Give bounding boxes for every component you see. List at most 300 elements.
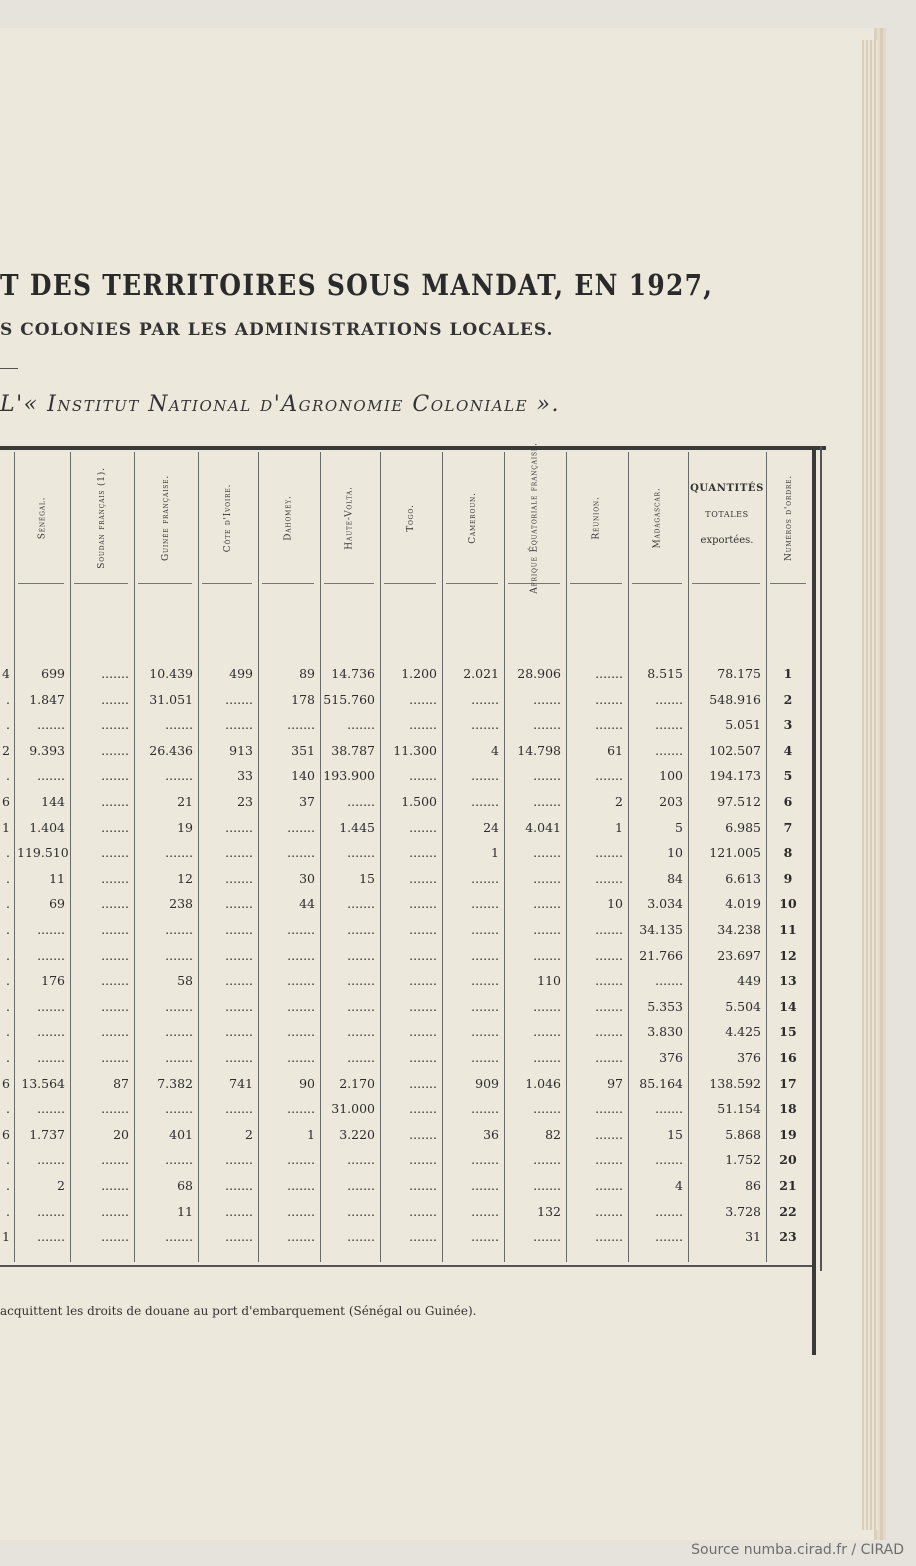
table-cell: ....... — [533, 922, 561, 937]
table-cell: ....... — [287, 819, 315, 835]
table-cell: ....... — [347, 973, 375, 989]
table-row — [0, 792, 812, 812]
table-cell: 119.510 — [17, 845, 69, 861]
table-cell: 31.051 — [149, 691, 193, 707]
table-cell: 11 — [177, 1203, 193, 1219]
table-cell: ....... — [287, 922, 315, 937]
table-cell: ....... — [225, 1050, 253, 1065]
row-number: 5 — [783, 768, 793, 784]
table-cell: 132 — [537, 1203, 561, 1219]
export-table — [0, 442, 818, 1566]
column-header — [70, 456, 134, 580]
table-cell: ....... — [101, 1152, 129, 1168]
row-number: 10 — [779, 896, 797, 912]
table-row — [0, 1022, 812, 1042]
table-cell: 100 — [659, 768, 683, 784]
table-cell: ....... — [287, 1229, 315, 1245]
table-cell: ....... — [409, 1203, 437, 1219]
table-cell: ....... — [595, 1050, 623, 1065]
table-cell: 5.868 — [725, 1126, 761, 1142]
table-cell: 24 — [483, 819, 499, 835]
table-cell: ....... — [225, 947, 253, 963]
table-cell-lead: . — [6, 973, 10, 989]
table-cell: ....... — [101, 947, 129, 963]
table-cell: 449 — [737, 973, 761, 989]
table-cell-lead: . — [6, 691, 10, 707]
table-cell: 1.847 — [29, 691, 65, 707]
table-cell: ....... — [287, 998, 315, 1014]
table-cell: 51.154 — [717, 1101, 761, 1117]
table-cell: ....... — [287, 1050, 315, 1065]
table-cell: 3.830 — [647, 1024, 683, 1040]
table-cell: 15 — [359, 870, 375, 886]
table-cell: 21.766 — [639, 947, 683, 963]
header-underline — [262, 583, 314, 584]
table-cell: ....... — [655, 717, 683, 733]
table-cell: ....... — [471, 691, 499, 707]
table-cell: ....... — [101, 1229, 129, 1245]
table-cell: 176 — [41, 973, 65, 989]
table-cell: 26.436 — [149, 742, 193, 758]
table-cell-lead: . — [6, 1203, 10, 1219]
table-cell: ....... — [471, 922, 499, 937]
table-cell: 1 — [307, 1126, 315, 1142]
header-underline — [770, 583, 806, 584]
header-underline — [138, 583, 192, 584]
table-cell: ....... — [409, 1178, 437, 1193]
table-cell: 1.445 — [339, 819, 375, 835]
table-cell: ....... — [595, 666, 623, 681]
table-cell: ....... — [165, 1229, 193, 1245]
column-header-label: Soudan français (1). — [97, 467, 108, 569]
table-cell: ....... — [225, 845, 253, 861]
table-cell: 110 — [537, 973, 561, 989]
table-cell: 194.173 — [709, 768, 761, 784]
table-cell: ....... — [225, 896, 253, 912]
table-cell: ....... — [533, 870, 561, 886]
table-cell: 1 — [491, 845, 499, 861]
row-number: 22 — [779, 1203, 797, 1219]
table-cell: ....... — [595, 1126, 623, 1142]
table-cell-lead: . — [6, 947, 10, 963]
table-cell: 376 — [737, 1050, 761, 1065]
table-cell: 14.736 — [331, 666, 375, 681]
table-cell: 5.504 — [725, 998, 761, 1014]
row-number: 13 — [779, 973, 797, 989]
table-right-border — [812, 446, 816, 1355]
table-cell: 376 — [659, 1050, 683, 1065]
table-cell: 144 — [41, 794, 65, 809]
table-cell: 238 — [169, 896, 193, 912]
table-cell: ....... — [471, 1050, 499, 1065]
table-cell: ....... — [101, 1050, 129, 1065]
table-cell: 6.613 — [725, 870, 761, 886]
header-underline — [202, 583, 252, 584]
table-cell: ....... — [165, 768, 193, 784]
table-cell: 5.353 — [647, 998, 683, 1014]
row-number: 9 — [783, 870, 793, 886]
table-cell: ....... — [409, 717, 437, 733]
table-row — [0, 843, 812, 863]
table-cell: ....... — [409, 870, 437, 886]
row-number: 6 — [783, 794, 793, 809]
row-number: 1 — [783, 666, 793, 681]
table-cell: ....... — [409, 1126, 437, 1142]
table-cell: 82 — [545, 1126, 561, 1142]
column-header — [320, 456, 380, 580]
column-header — [504, 442, 566, 594]
table-cell: ....... — [595, 973, 623, 989]
table-cell: ....... — [101, 870, 129, 886]
table-cell: 102.507 — [709, 742, 761, 758]
table-cell: 36 — [483, 1126, 499, 1142]
table-cell: ....... — [533, 1152, 561, 1168]
table-cell: ....... — [533, 768, 561, 784]
table-cell: 7.382 — [157, 1075, 193, 1091]
column-header — [258, 456, 320, 580]
row-number: 18 — [779, 1101, 797, 1117]
table-cell: ....... — [409, 973, 437, 989]
table-row — [0, 1202, 812, 1222]
table-cell-lead: . — [6, 870, 10, 886]
column-header-label: Haute-Volta. — [345, 486, 356, 550]
table-cell: 351 — [291, 742, 315, 758]
table-cell: 3.220 — [339, 1126, 375, 1142]
table-cell: ....... — [101, 973, 129, 989]
column-header-label: Madagascar. — [653, 487, 663, 549]
table-cell: 9.393 — [29, 742, 65, 758]
table-cell: ....... — [655, 1203, 683, 1219]
table-cell: 11.300 — [393, 742, 437, 758]
page-subtitle: S COLONIES PAR LES ADMINISTRATIONS LOCALES. — [0, 320, 554, 340]
table-cell-lead: . — [6, 1152, 10, 1168]
table-cell: ....... — [225, 717, 253, 733]
table-cell: 4.041 — [525, 819, 561, 835]
table-cell: 87 — [113, 1075, 129, 1091]
table-cell: 21 — [177, 794, 193, 809]
table-cell: 4 — [491, 742, 499, 758]
quantites-header-line2: TOTALES — [705, 510, 749, 519]
table-cell: ....... — [595, 922, 623, 937]
table-cell: ....... — [655, 691, 683, 707]
table-cell: ....... — [533, 691, 561, 707]
table-cell: ....... — [533, 1229, 561, 1245]
table-cell: ....... — [409, 1152, 437, 1168]
table-cell: ....... — [533, 947, 561, 963]
table-row — [0, 1176, 812, 1196]
column-header-label: Dahomey. — [283, 495, 294, 541]
column-header — [134, 456, 198, 580]
table-cell: 44 — [299, 896, 315, 912]
table-cell: ....... — [225, 1203, 253, 1219]
table-cell: 68 — [177, 1178, 193, 1193]
table-cell: ....... — [287, 717, 315, 733]
table-cell: 15 — [667, 1126, 683, 1142]
header-underline — [18, 583, 64, 584]
header-underline — [384, 583, 436, 584]
table-cell: ....... — [347, 845, 375, 861]
table-cell: ....... — [225, 691, 253, 707]
table-cell: ....... — [409, 845, 437, 861]
table-cell: ....... — [287, 1203, 315, 1219]
table-cell: ....... — [655, 742, 683, 758]
table-cell: ....... — [409, 1229, 437, 1245]
table-cell: ....... — [225, 1178, 253, 1193]
table-cell: ....... — [471, 1101, 499, 1117]
table-cell: 38.787 — [331, 742, 375, 758]
numero-header — [766, 456, 812, 580]
table-cell: 4 — [675, 1178, 683, 1193]
table-row — [0, 715, 812, 735]
table-cell: ....... — [471, 973, 499, 989]
table-row — [0, 664, 812, 684]
table-cell-lead: 1 — [2, 1229, 10, 1245]
table-cell: ....... — [347, 794, 375, 809]
row-number: 4 — [783, 742, 793, 758]
row-number: 16 — [779, 1050, 797, 1065]
table-bottom-border — [0, 1265, 812, 1267]
table-cell-lead: 4 — [2, 666, 10, 681]
table-cell: 2.170 — [339, 1075, 375, 1091]
header-underline — [632, 583, 682, 584]
table-cell: ....... — [533, 1178, 561, 1193]
column-header — [198, 456, 258, 580]
table-cell: 1.752 — [725, 1152, 761, 1168]
table-row — [0, 869, 812, 889]
row-number: 15 — [779, 1024, 797, 1040]
table-cell: ....... — [533, 794, 561, 809]
table-cell: 84 — [667, 870, 683, 886]
table-cell: ....... — [225, 870, 253, 886]
table-cell: ....... — [225, 819, 253, 835]
table-cell: ....... — [101, 717, 129, 733]
table-cell: ....... — [471, 794, 499, 809]
column-header-label: Réunion. — [591, 496, 602, 540]
table-cell: 741 — [229, 1075, 253, 1091]
table-cell: ....... — [595, 1101, 623, 1117]
table-cell: ....... — [471, 998, 499, 1014]
table-cell: ....... — [471, 1229, 499, 1245]
table-cell: 19 — [177, 819, 193, 835]
table-cell: ....... — [287, 947, 315, 963]
table-cell: 10 — [607, 896, 623, 912]
header-underline — [446, 583, 498, 584]
table-cell: ....... — [287, 1152, 315, 1168]
table-cell: ....... — [347, 1229, 375, 1245]
table-cell: 2 — [245, 1126, 253, 1142]
table-cell: ....... — [165, 1152, 193, 1168]
table-cell: ....... — [225, 1101, 253, 1117]
table-cell: 5 — [675, 819, 683, 835]
table-cell: ....... — [165, 922, 193, 937]
table-cell: 97 — [607, 1075, 623, 1091]
table-cell: ....... — [101, 691, 129, 707]
table-cell: ....... — [471, 768, 499, 784]
column-header — [628, 456, 688, 580]
table-cell: ....... — [37, 1024, 65, 1040]
table-cell: 6.985 — [725, 819, 761, 835]
column-header-label: Togo. — [406, 504, 416, 532]
institute-line: L'« Institut National d'Agronomie Coloniale ». — [0, 392, 560, 417]
table-row — [0, 920, 812, 940]
table-cell: ....... — [533, 1024, 561, 1040]
table-cell: ....... — [37, 768, 65, 784]
row-number: 8 — [783, 845, 793, 861]
quantites-header-line3: exportées. — [700, 535, 754, 546]
table-cell: ....... — [101, 1101, 129, 1117]
table-cell: ....... — [287, 845, 315, 861]
table-cell: ....... — [37, 1101, 65, 1117]
header-underline — [324, 583, 374, 584]
table-cell: ....... — [533, 845, 561, 861]
row-number: 7 — [783, 819, 793, 835]
row-number: 23 — [779, 1229, 797, 1245]
table-cell: ....... — [533, 1050, 561, 1065]
table-cell: 3.728 — [725, 1203, 761, 1219]
table-cell: ....... — [595, 717, 623, 733]
table-cell: 699 — [41, 666, 65, 681]
table-cell: ....... — [287, 1178, 315, 1193]
table-cell: 3.034 — [647, 896, 683, 912]
table-cell: ....... — [409, 1101, 437, 1117]
row-number: 19 — [779, 1126, 797, 1142]
table-cell: 2 — [615, 794, 623, 809]
row-number: 21 — [779, 1178, 797, 1193]
table-cell-lead: . — [6, 717, 10, 733]
table-cell: 1.404 — [29, 819, 65, 835]
table-cell: ....... — [347, 947, 375, 963]
table-cell: 23 — [237, 794, 253, 809]
table-cell: ....... — [165, 1050, 193, 1065]
table-row — [0, 690, 812, 710]
table-cell: 37 — [299, 794, 315, 809]
quantites-header — [688, 476, 766, 554]
table-cell: 909 — [475, 1075, 499, 1091]
table-cell: ....... — [471, 947, 499, 963]
table-cell: 2 — [57, 1178, 65, 1193]
table-row — [0, 818, 812, 838]
row-number: 20 — [779, 1152, 797, 1168]
table-cell-lead: 2 — [2, 742, 10, 758]
table-cell: ....... — [101, 1178, 129, 1193]
table-cell: ....... — [409, 691, 437, 707]
table-cell: ....... — [409, 947, 437, 963]
table-cell: ....... — [101, 768, 129, 784]
table-cell: 31 — [745, 1229, 761, 1245]
footnote: acquittent les droits de douane au port d'embarquement (Sénégal ou Guinée). — [0, 1304, 477, 1318]
table-cell: 89 — [299, 666, 315, 681]
table-row — [0, 741, 812, 761]
table-cell: 5.051 — [725, 717, 761, 733]
table-cell: ....... — [101, 1024, 129, 1040]
row-number: 3 — [783, 717, 793, 733]
table-cell: ....... — [471, 896, 499, 912]
table-cell: 31.000 — [331, 1101, 375, 1117]
table-cell: 30 — [299, 870, 315, 886]
table-cell: ....... — [347, 1203, 375, 1219]
table-cell: ....... — [165, 947, 193, 963]
table-cell: ....... — [37, 998, 65, 1014]
table-cell: 548.916 — [709, 691, 761, 707]
row-number: 12 — [779, 947, 797, 963]
table-cell: 4.425 — [725, 1024, 761, 1040]
table-cell: ....... — [471, 1024, 499, 1040]
table-cell: 13.564 — [21, 1075, 65, 1091]
table-cell: ....... — [595, 870, 623, 886]
header-underline — [570, 583, 622, 584]
table-cell-lead: 6 — [2, 794, 10, 809]
table-cell: ....... — [37, 1229, 65, 1245]
table-cell: ....... — [409, 1075, 437, 1091]
table-cell-lead: 6 — [2, 1075, 10, 1091]
table-cell: 34.135 — [639, 922, 683, 937]
table-cell: ....... — [101, 998, 129, 1014]
table-cell: ....... — [225, 1024, 253, 1040]
table-cell: ....... — [533, 896, 561, 912]
table-cell: ....... — [287, 1024, 315, 1040]
table-cell: 10.439 — [149, 666, 193, 681]
table-cell: ....... — [165, 717, 193, 733]
table-cell: 913 — [229, 742, 253, 758]
table-cell: 1 — [615, 819, 623, 835]
table-cell: ....... — [287, 973, 315, 989]
table-cell: ....... — [471, 870, 499, 886]
divider — [0, 368, 18, 369]
row-number: 14 — [779, 998, 797, 1014]
table-cell: ....... — [409, 998, 437, 1014]
table-cell: ....... — [347, 1152, 375, 1168]
table-row — [0, 1125, 812, 1145]
source-credit: Source numba.cirad.fr / CIRAD — [691, 1542, 904, 1558]
table-cell: 12 — [177, 870, 193, 886]
table-cell: ....... — [409, 819, 437, 835]
table-cell: ....... — [37, 1050, 65, 1065]
table-cell: 1.737 — [29, 1126, 65, 1142]
table-cell: 515.760 — [323, 691, 375, 707]
row-number: 2 — [783, 691, 793, 707]
table-cell: ....... — [655, 973, 683, 989]
table-cell: ....... — [409, 1024, 437, 1040]
table-row — [0, 1048, 812, 1068]
table-cell: 8.515 — [647, 666, 683, 681]
table-cell: 193.900 — [323, 768, 375, 784]
table-cell-lead: . — [6, 998, 10, 1014]
table-cell: ....... — [409, 768, 437, 784]
table-row — [0, 1099, 812, 1119]
table-cell: 138.592 — [709, 1075, 761, 1091]
table-cell: 78.175 — [717, 666, 761, 681]
table-cell: ....... — [533, 998, 561, 1014]
table-cell: 20 — [113, 1126, 129, 1142]
table-cell: ....... — [347, 896, 375, 912]
table-cell-lead: . — [6, 1050, 10, 1065]
table-cell: 1.200 — [401, 666, 437, 681]
column-header-label: Guinée française. — [161, 475, 171, 561]
header-underline — [692, 583, 760, 584]
table-cell: 4.019 — [725, 896, 761, 912]
page-title: T DES TERRITOIRES SOUS MANDAT, EN 1927, — [0, 268, 714, 302]
table-top-border — [0, 446, 826, 450]
table-cell: ....... — [595, 998, 623, 1014]
table-cell: 121.005 — [709, 845, 761, 861]
table-cell-lead: . — [6, 1101, 10, 1117]
table-cell-lead: . — [6, 845, 10, 861]
table-cell: ....... — [37, 717, 65, 733]
table-cell: ....... — [595, 1152, 623, 1168]
table-cell: ....... — [347, 1178, 375, 1193]
table-cell: ....... — [409, 922, 437, 937]
table-cell: ....... — [225, 998, 253, 1014]
